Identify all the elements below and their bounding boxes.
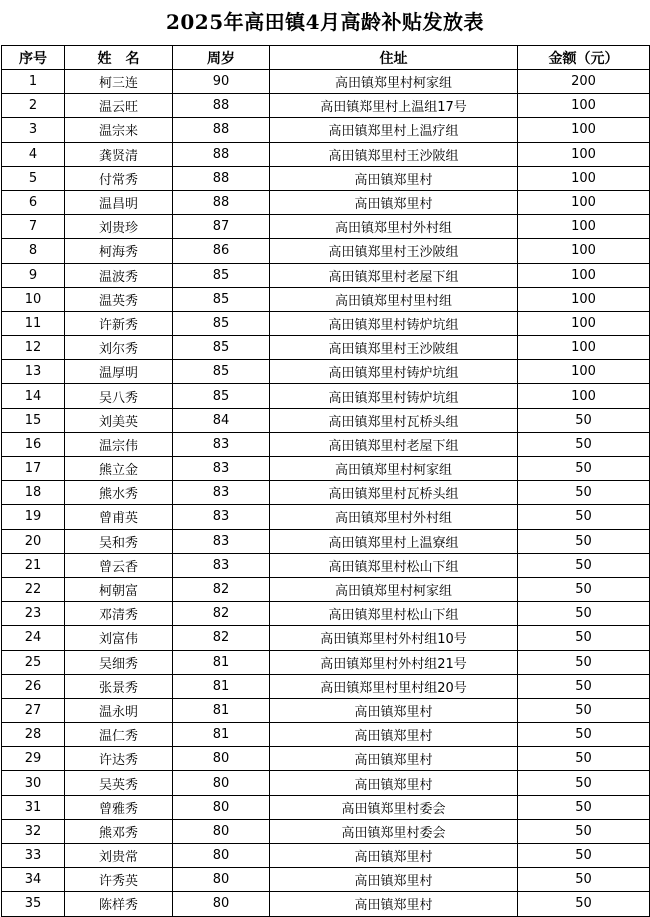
cell-no: 9	[2, 263, 65, 287]
cell-address: 高田镇郑里村柯家组	[270, 577, 518, 601]
cell-age: 80	[173, 747, 270, 771]
cell-address: 高田镇郑里村老屋下组	[270, 432, 518, 456]
cell-amount: 50	[518, 844, 650, 868]
cell-no: 16	[2, 432, 65, 456]
cell-no: 1	[2, 70, 65, 94]
table-row	[2, 650, 650, 674]
cell-age: 90	[173, 70, 270, 94]
cell-address: 高田镇郑里村	[270, 698, 518, 722]
cell-no: 27	[2, 698, 65, 722]
cell-amount: 100	[518, 239, 650, 263]
cell-amount: 100	[518, 118, 650, 142]
cell-name: 许秀英	[65, 868, 173, 892]
cell-age: 83	[173, 457, 270, 481]
cell-no: 12	[2, 336, 65, 360]
cell-amount: 50	[518, 505, 650, 529]
cell-name: 温仁秀	[65, 723, 173, 747]
table-header	[2, 46, 650, 70]
cell-age: 87	[173, 215, 270, 239]
cell-no: 28	[2, 723, 65, 747]
cell-no: 23	[2, 602, 65, 626]
cell-name: 温厚明	[65, 360, 173, 384]
cell-amount: 50	[518, 795, 650, 819]
cell-address: 高田镇郑里村松山下组	[270, 602, 518, 626]
table-row	[2, 892, 650, 916]
cell-address: 高田镇郑里村委会	[270, 819, 518, 843]
cell-age: 81	[173, 698, 270, 722]
cell-age: 82	[173, 577, 270, 601]
cell-age: 81	[173, 650, 270, 674]
cell-name: 熊水秀	[65, 481, 173, 505]
cell-name: 刘贵常	[65, 844, 173, 868]
cell-address: 高田镇郑里村柯家组	[270, 70, 518, 94]
cell-no: 20	[2, 529, 65, 553]
cell-no: 11	[2, 311, 65, 335]
table-row	[2, 94, 650, 118]
table-row	[2, 723, 650, 747]
cell-no: 24	[2, 626, 65, 650]
cell-age: 88	[173, 118, 270, 142]
cell-amount: 100	[518, 166, 650, 190]
cell-name: 吴和秀	[65, 529, 173, 553]
cell-amount: 50	[518, 819, 650, 843]
table-row	[2, 408, 650, 432]
cell-amount: 50	[518, 626, 650, 650]
cell-amount: 100	[518, 142, 650, 166]
header-row	[2, 46, 650, 70]
cell-address: 高田镇郑里村	[270, 868, 518, 892]
cell-name: 许达秀	[65, 747, 173, 771]
cell-address: 高田镇郑里村外村组10号	[270, 626, 518, 650]
cell-age: 82	[173, 602, 270, 626]
table-row	[2, 505, 650, 529]
cell-address: 高田镇郑里村铸炉坑组	[270, 360, 518, 384]
cell-name: 柯海秀	[65, 239, 173, 263]
cell-age: 84	[173, 408, 270, 432]
cell-no: 17	[2, 457, 65, 481]
cell-name: 刘富伟	[65, 626, 173, 650]
cell-address: 高田镇郑里村里村组20号	[270, 674, 518, 698]
header-age: 周岁	[173, 46, 270, 70]
cell-name: 熊立金	[65, 457, 173, 481]
cell-no: 19	[2, 505, 65, 529]
page-title: 2025年高田镇4月高龄补贴发放表	[165, 10, 485, 34]
cell-age: 83	[173, 553, 270, 577]
cell-name: 温云旺	[65, 94, 173, 118]
table-row	[2, 239, 650, 263]
cell-address: 高田镇郑里村上温疗组	[270, 118, 518, 142]
table-row	[2, 529, 650, 553]
cell-address: 高田镇郑里村王沙陂组	[270, 142, 518, 166]
cell-name: 吴英秀	[65, 771, 173, 795]
cell-age: 86	[173, 239, 270, 263]
cell-amount: 100	[518, 263, 650, 287]
table-row	[2, 287, 650, 311]
cell-amount: 50	[518, 674, 650, 698]
cell-amount: 50	[518, 457, 650, 481]
cell-amount: 100	[518, 384, 650, 408]
table-row	[2, 577, 650, 601]
header-name: 姓 名	[65, 46, 173, 70]
cell-no: 21	[2, 553, 65, 577]
cell-amount: 50	[518, 868, 650, 892]
cell-age: 85	[173, 384, 270, 408]
cell-no: 4	[2, 142, 65, 166]
cell-amount: 100	[518, 287, 650, 311]
cell-age: 81	[173, 723, 270, 747]
cell-age: 83	[173, 505, 270, 529]
table-row	[2, 868, 650, 892]
table-row	[2, 771, 650, 795]
table-row	[2, 674, 650, 698]
cell-name: 刘尔秀	[65, 336, 173, 360]
cell-address: 高田镇郑里村	[270, 844, 518, 868]
cell-age: 80	[173, 892, 270, 916]
table-row	[2, 626, 650, 650]
cell-no: 34	[2, 868, 65, 892]
table-row	[2, 215, 650, 239]
header-no: 序号	[2, 46, 65, 70]
cell-no: 30	[2, 771, 65, 795]
cell-no: 13	[2, 360, 65, 384]
cell-address: 高田镇郑里村里村组	[270, 287, 518, 311]
table-row	[2, 795, 650, 819]
cell-age: 85	[173, 287, 270, 311]
cell-age: 88	[173, 94, 270, 118]
cell-no: 26	[2, 674, 65, 698]
cell-no: 10	[2, 287, 65, 311]
cell-name: 曾甫英	[65, 505, 173, 529]
table-row	[2, 118, 650, 142]
cell-age: 85	[173, 263, 270, 287]
cell-address: 高田镇郑里村	[270, 166, 518, 190]
cell-name: 刘贵珍	[65, 215, 173, 239]
cell-address: 高田镇郑里村外村组	[270, 505, 518, 529]
cell-address: 高田镇郑里村	[270, 747, 518, 771]
table-row	[2, 844, 650, 868]
table-row	[2, 602, 650, 626]
cell-amount: 100	[518, 336, 650, 360]
table-row	[2, 553, 650, 577]
cell-amount: 50	[518, 698, 650, 722]
table-row	[2, 311, 650, 335]
cell-name: 张景秀	[65, 674, 173, 698]
cell-age: 82	[173, 626, 270, 650]
cell-no: 32	[2, 819, 65, 843]
cell-no: 22	[2, 577, 65, 601]
cell-no: 25	[2, 650, 65, 674]
cell-amount: 50	[518, 650, 650, 674]
table-row	[2, 457, 650, 481]
cell-amount: 50	[518, 602, 650, 626]
cell-no: 29	[2, 747, 65, 771]
cell-age: 85	[173, 336, 270, 360]
cell-amount: 100	[518, 215, 650, 239]
cell-no: 35	[2, 892, 65, 916]
cell-name: 邓清秀	[65, 602, 173, 626]
cell-address: 高田镇郑里村铸炉坑组	[270, 311, 518, 335]
cell-no: 15	[2, 408, 65, 432]
cell-name: 柯朝富	[65, 577, 173, 601]
cell-age: 80	[173, 771, 270, 795]
cell-address: 高田镇郑里村	[270, 190, 518, 214]
cell-amount: 50	[518, 723, 650, 747]
cell-age: 80	[173, 819, 270, 843]
table-body	[2, 70, 650, 917]
cell-amount: 50	[518, 747, 650, 771]
cell-amount: 50	[518, 432, 650, 456]
cell-amount: 50	[518, 771, 650, 795]
cell-age: 80	[173, 868, 270, 892]
cell-age: 88	[173, 166, 270, 190]
cell-address: 高田镇郑里村铸炉坑组	[270, 384, 518, 408]
table-row	[2, 166, 650, 190]
cell-no: 14	[2, 384, 65, 408]
cell-address: 高田镇郑里村	[270, 771, 518, 795]
cell-no: 8	[2, 239, 65, 263]
cell-address: 高田镇郑里村老屋下组	[270, 263, 518, 287]
cell-amount: 50	[518, 481, 650, 505]
cell-amount: 50	[518, 408, 650, 432]
cell-name: 付常秀	[65, 166, 173, 190]
cell-amount: 50	[518, 577, 650, 601]
table-row	[2, 384, 650, 408]
table-row	[2, 432, 650, 456]
cell-address: 高田镇郑里村	[270, 892, 518, 916]
cell-amount: 100	[518, 190, 650, 214]
cell-age: 80	[173, 795, 270, 819]
cell-no: 33	[2, 844, 65, 868]
table-row	[2, 360, 650, 384]
cell-age: 83	[173, 481, 270, 505]
table-row	[2, 819, 650, 843]
cell-age: 80	[173, 844, 270, 868]
cell-address: 高田镇郑里村外村组21号	[270, 650, 518, 674]
table-row	[2, 336, 650, 360]
cell-no: 18	[2, 481, 65, 505]
cell-amount: 100	[518, 94, 650, 118]
table-row	[2, 747, 650, 771]
cell-age: 83	[173, 432, 270, 456]
subsidy-table	[1, 45, 650, 917]
cell-no: 7	[2, 215, 65, 239]
header-address: 住址	[270, 46, 518, 70]
table-row	[2, 698, 650, 722]
cell-name: 温波秀	[65, 263, 173, 287]
cell-address: 高田镇郑里村上温组17号	[270, 94, 518, 118]
cell-no: 6	[2, 190, 65, 214]
cell-name: 刘美英	[65, 408, 173, 432]
cell-address: 高田镇郑里村王沙陂组	[270, 336, 518, 360]
cell-address: 高田镇郑里村瓦桥头组	[270, 481, 518, 505]
cell-name: 柯三连	[65, 70, 173, 94]
cell-name: 曾雅秀	[65, 795, 173, 819]
cell-name: 温宗伟	[65, 432, 173, 456]
cell-amount: 100	[518, 360, 650, 384]
cell-address: 高田镇郑里村柯家组	[270, 457, 518, 481]
cell-name: 熊邓秀	[65, 819, 173, 843]
cell-name: 温永明	[65, 698, 173, 722]
cell-address: 高田镇郑里村松山下组	[270, 553, 518, 577]
cell-address: 高田镇郑里村王沙陂组	[270, 239, 518, 263]
table-row	[2, 142, 650, 166]
cell-age: 85	[173, 360, 270, 384]
cell-name: 吴八秀	[65, 384, 173, 408]
cell-age: 85	[173, 311, 270, 335]
cell-age: 83	[173, 529, 270, 553]
cell-name: 温宗来	[65, 118, 173, 142]
cell-name: 陈样秀	[65, 892, 173, 916]
cell-no: 31	[2, 795, 65, 819]
cell-age: 81	[173, 674, 270, 698]
cell-address: 高田镇郑里村瓦桥头组	[270, 408, 518, 432]
cell-amount: 50	[518, 529, 650, 553]
cell-name: 温英秀	[65, 287, 173, 311]
cell-name: 温昌明	[65, 190, 173, 214]
table-row	[2, 263, 650, 287]
cell-address: 高田镇郑里村外村组	[270, 215, 518, 239]
cell-name: 许新秀	[65, 311, 173, 335]
cell-name: 龚贤清	[65, 142, 173, 166]
table-row	[2, 190, 650, 214]
table-row	[2, 481, 650, 505]
cell-amount: 50	[518, 553, 650, 577]
cell-name: 曾云香	[65, 553, 173, 577]
cell-name: 吴细秀	[65, 650, 173, 674]
header-amount: 金额（元）	[518, 46, 650, 70]
cell-amount: 200	[518, 70, 650, 94]
cell-age: 88	[173, 190, 270, 214]
cell-amount: 50	[518, 892, 650, 916]
cell-address: 高田镇郑里村上温寮组	[270, 529, 518, 553]
cell-address: 高田镇郑里村	[270, 723, 518, 747]
table-row	[2, 70, 650, 94]
cell-age: 88	[173, 142, 270, 166]
cell-no: 5	[2, 166, 65, 190]
cell-no: 2	[2, 94, 65, 118]
cell-amount: 100	[518, 311, 650, 335]
cell-address: 高田镇郑里村委会	[270, 795, 518, 819]
cell-no: 3	[2, 118, 65, 142]
